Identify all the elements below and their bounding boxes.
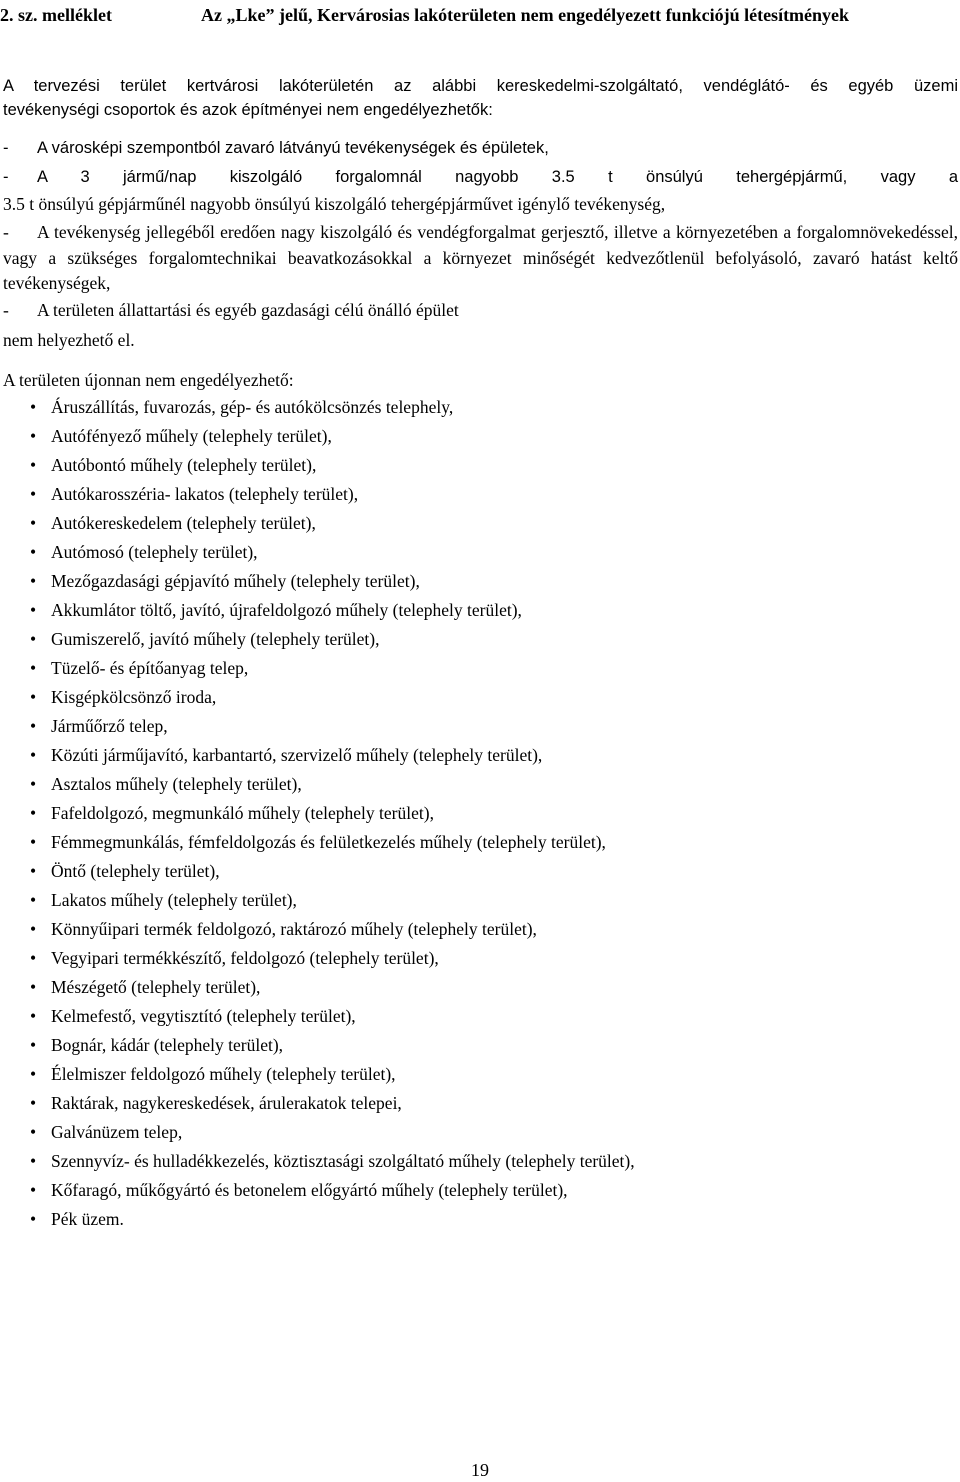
bullet-icon: • (30, 1209, 37, 1229)
restriction-text-traffic-line-1: A 3 jármű/nap kiszolgáló forgalomnál nagyobb 3.5 t önsúlyú tehergépjármű, vagy a (37, 168, 958, 186)
list-item-text: Mezőgazdasági gépjavító műhely (telephely terület), (51, 571, 420, 591)
list-item-text: Pék üzem. (51, 1209, 124, 1229)
list-item-text: Kelmefestő, vegytisztító (telephely terület), (51, 1006, 356, 1026)
bullet-icon: • (30, 1122, 37, 1142)
bullet-icon: • (30, 513, 37, 533)
list-item-text: Járműőrző telep, (51, 716, 168, 736)
list-item-text: Asztalos műhely (telephely terület), (51, 774, 302, 794)
annex-label: 2. sz. melléklet (0, 5, 112, 25)
dash-marker: - (3, 222, 9, 242)
dash-marker: - (3, 300, 9, 320)
list-item-text: Vegyipari termékkészítő, feldolgozó (telephely terület), (51, 948, 439, 968)
list-item-text: Gumiszerelő, javító műhely (telephely terület), (51, 629, 380, 649)
restriction-item-livestock (3, 298, 958, 324)
list-item-text: Öntő (telephely terület), (51, 861, 220, 881)
bullet-icon: • (30, 832, 37, 852)
bullet-icon: • (30, 658, 37, 678)
list-item-text: Szennyvíz- és hulladékkezelés, köztisztasági szolgáltató műhely (telephely terület), (51, 1151, 635, 1171)
intro-line-1: A tervezési terület kertvárosi lakóterületén az alábbi kereskedelmi-szolgáltató, vendéglátó- és egyéb üzemi (3, 77, 958, 95)
restriction-text-traffic-line-2: 3.5 t önsúlyú gépjárműnél nagyobb önsúlyú kiszolgáló tehergépjárművet igénylő tevékenység, (3, 194, 666, 214)
closing-line: nem helyezhető el. (3, 330, 135, 350)
list-item-text: Mészégető (telephely terület), (51, 977, 261, 997)
restriction-text-livestock: A területen állattartási és egyéb gazdasági célú önálló épület (37, 300, 459, 320)
bullet-icon: • (30, 716, 37, 736)
bullet-icon: • (30, 1035, 37, 1055)
bullet-icon: • (30, 861, 37, 881)
bullet-icon: • (30, 745, 37, 765)
intro-paragraph (3, 74, 958, 122)
list-item-text: Élelmiszer feldolgozó műhely (telephely terület), (51, 1064, 396, 1084)
bullet-icon: • (30, 774, 37, 794)
bullet-icon: • (30, 1151, 37, 1171)
bullet-icon: • (30, 455, 37, 475)
bullet-icon: • (30, 629, 37, 649)
list-item-text: Bognár, kádár (telephely terület), (51, 1035, 284, 1055)
bullet-icon: • (30, 890, 37, 910)
document-title: Az „Lke” jelű, Kervárosias lakóterületen nem engedélyezett funkciójú létesítmények (201, 5, 850, 25)
bullet-icon: • (30, 977, 37, 997)
list-item-text: Akkumlátor töltő, javító, újrafeldolgozó műhely (telephely terület), (51, 600, 522, 620)
list-item-text: Lakatos műhely (telephely terület), (51, 890, 297, 910)
restriction-item-visual (3, 136, 958, 160)
list-item-text: Könnyűipari termék feldolgozó, raktározó műhely (telephely terület), (51, 919, 537, 939)
bullet-icon: • (30, 1093, 37, 1113)
bullet-icon: • (30, 1180, 37, 1200)
list-item-text: Fémmegmunkálás, fémfeldolgozás és felületkezelés műhely (telephely terület), (51, 832, 606, 852)
list-heading: A területen újonnan nem engedélyezhető: (3, 370, 294, 390)
bullet-icon: • (30, 948, 37, 968)
bullet-icon: • (30, 571, 37, 591)
bullet-icon: • (30, 919, 37, 939)
restriction-item-traffic (3, 165, 958, 189)
list-item-text: Autófényező műhely (telephely terület), (51, 426, 332, 446)
bullet-icon: • (30, 687, 37, 707)
restriction-text-visual: A városképi szempontból zavaró látványú tevékenységek és épületek, (37, 139, 549, 157)
page-number: 19 (471, 1460, 489, 1480)
list-item-text: Áruszállítás, fuvarozás, gép- és autókölcsönzés telephely, (51, 397, 454, 417)
list-item-text: Kisgépkölcsönző iroda, (51, 687, 217, 707)
bullet-icon: • (30, 426, 37, 446)
bullet-icon: • (30, 1064, 37, 1084)
list-item-text: Galvánüzem telep, (51, 1122, 183, 1142)
dash-marker: - (3, 168, 9, 186)
list-item-text: Autókereskedelem (telephely terület), (51, 513, 316, 533)
list-item-text: Kőfaragó, műkőgyártó és betonelem előgyártó műhely (telephely terület), (51, 1180, 568, 1200)
bullet-icon: • (30, 600, 37, 620)
list-item-text: Raktárak, nagykereskedések, árulerakatok telepei, (51, 1093, 402, 1113)
bullet-icon: • (30, 803, 37, 823)
list-item-text: Autóbontó műhely (telephely terület), (51, 455, 317, 475)
intro-line-2: tevékenységi csoportok és azok építményei nem engedélyezhetők: (3, 101, 493, 119)
dash-marker: - (3, 139, 9, 157)
list-item-text: Autómosó (telephely terület), (51, 542, 258, 562)
list-item-text: Autókarosszéria- lakatos (telephely terület), (51, 484, 359, 504)
list-item-text: Közúti járműjavító, karbantartó, szervizelő műhely (telephely terület), (51, 745, 543, 765)
bullet-icon: • (30, 397, 37, 417)
restriction-text-heavy-traffic: A tevékenység jellegéből eredően nagy kiszolgáló és vendégforgalmat gerjesztő, illetve a környezetében a forgalomnövekedéssel, vagy a szükséges forgalomtechnikai beavatkozásokkal a környezet minőségét kedvezőtlenül befolyásoló, zavaró hatást keltő tevékenységek, (3, 222, 958, 293)
bullet-icon: • (30, 1006, 37, 1026)
bullet-icon: • (30, 484, 37, 504)
list-item-text: Tüzelő- és építőanyag telep, (51, 658, 249, 678)
list-item-text: Fafeldolgozó, megmunkáló műhely (telephely terület), (51, 803, 434, 823)
bullet-icon: • (30, 542, 37, 562)
